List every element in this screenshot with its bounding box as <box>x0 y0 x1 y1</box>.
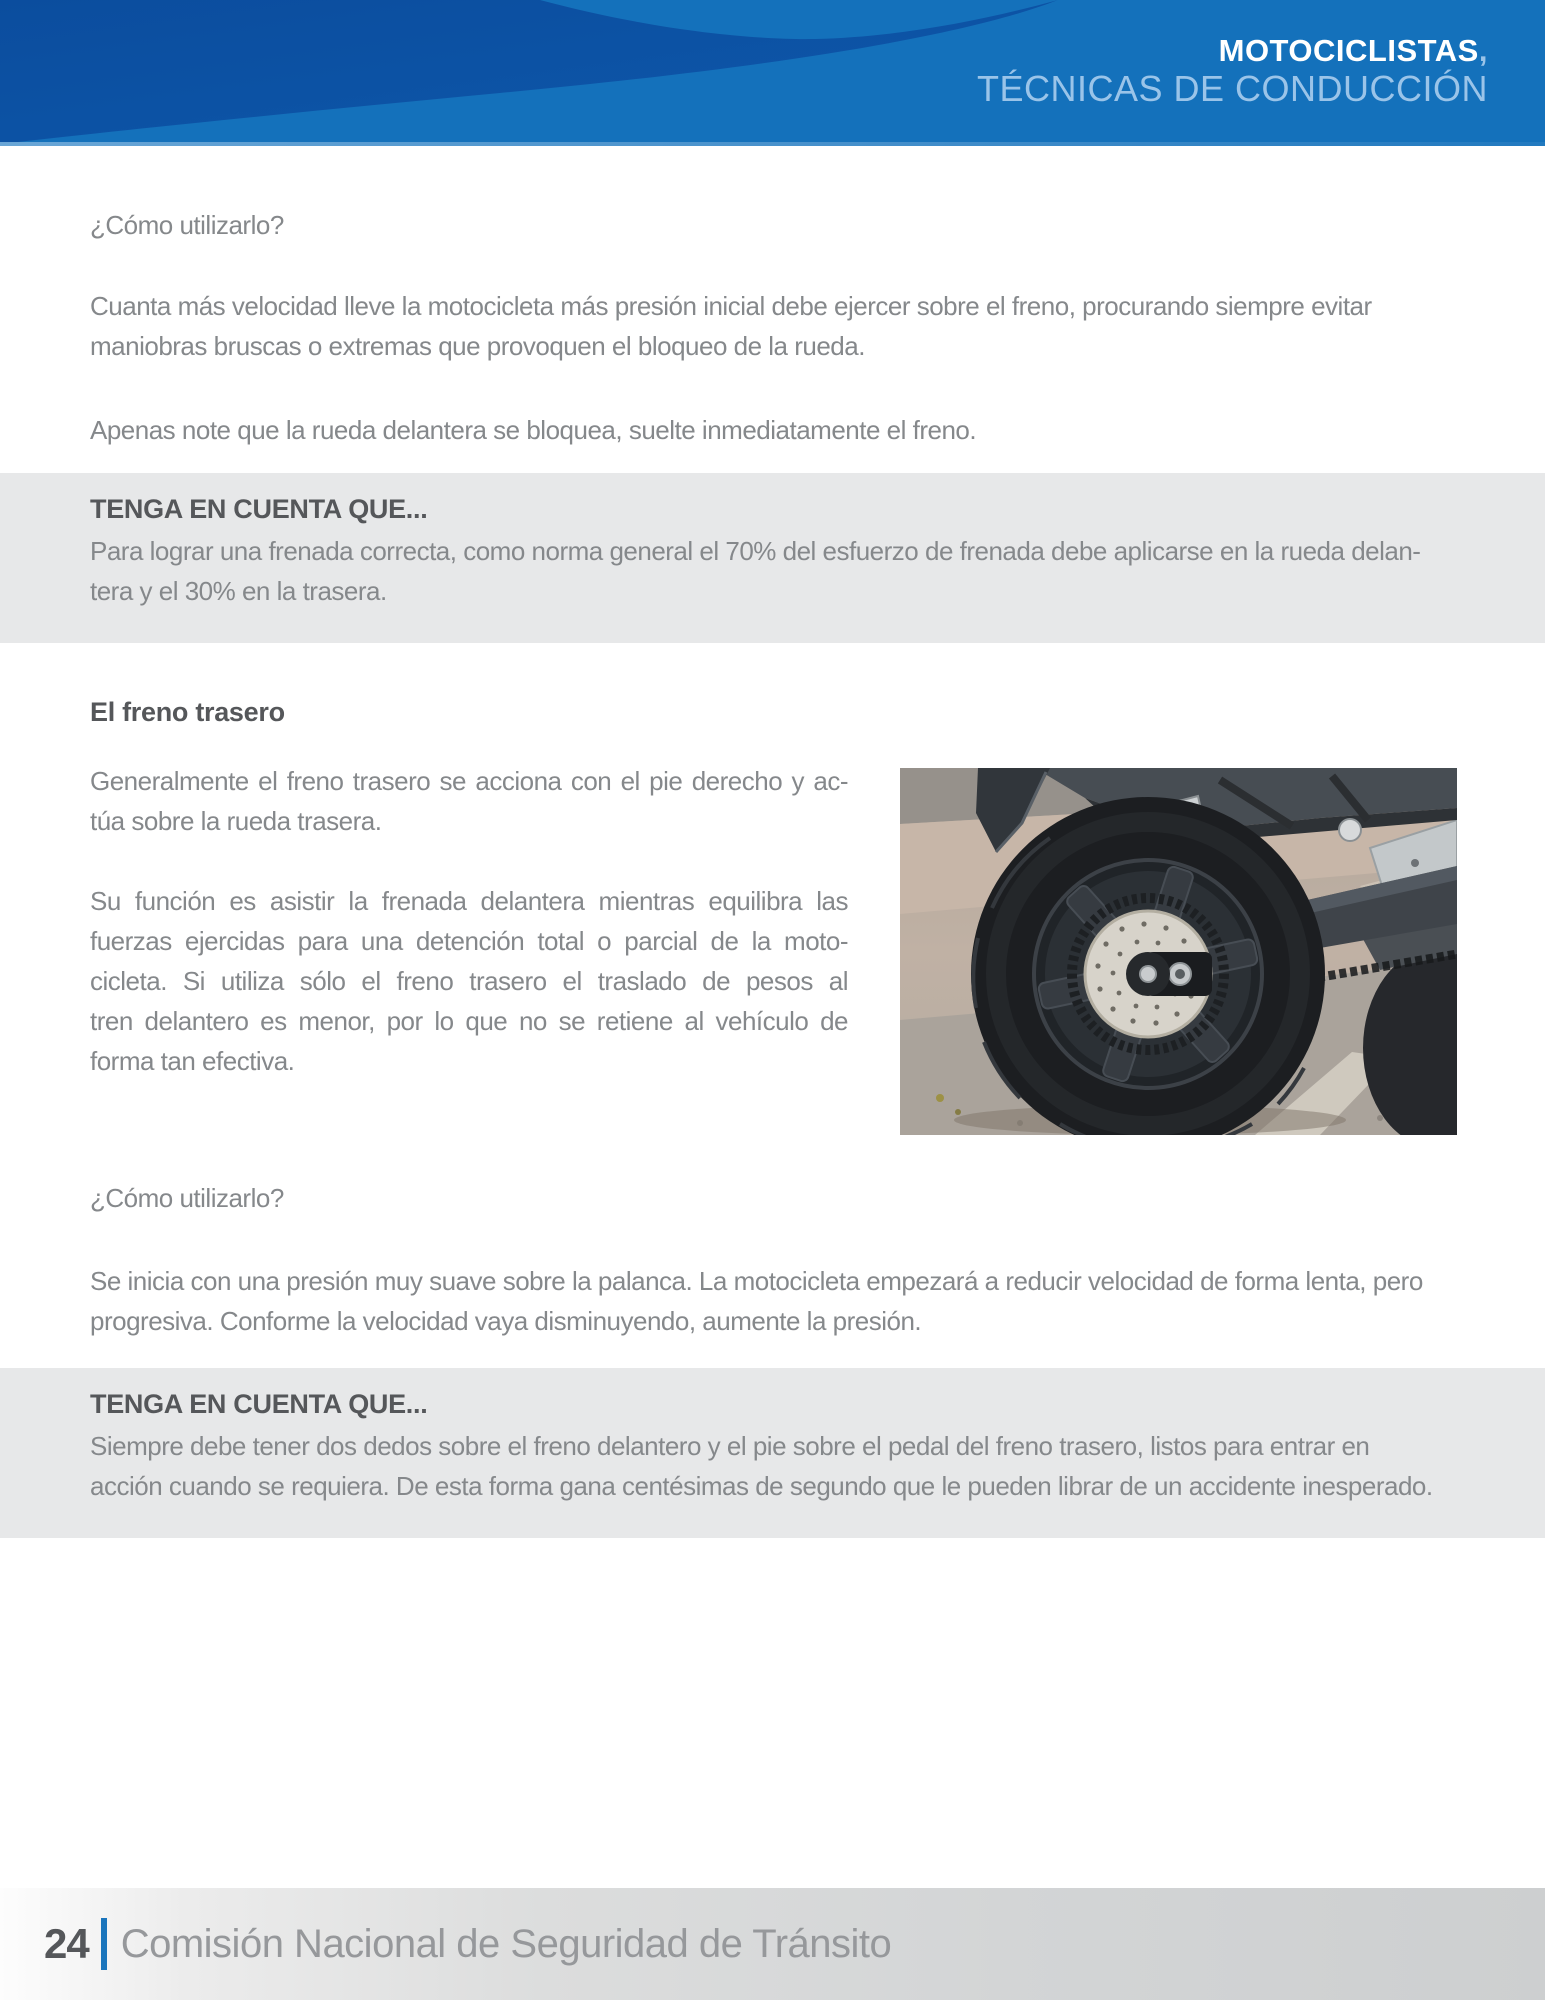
footer-organization-name: Comisión Nacional de Seguridad de Tránsito <box>120 1921 892 1966</box>
note-title: TENGA EN CUENTA QUE... <box>90 494 428 524</box>
paragraph-line: tren delantero es menor, por lo que no se retiene al vehículo de <box>90 1006 848 1036</box>
rear-brake-text-column <box>90 761 848 1081</box>
intro-paragraph-2: Apenas note que la rueda delantera se bloquea, suelte inmediatamente el freno. <box>90 415 977 445</box>
rear-wheel-photo <box>900 768 1457 1135</box>
header-titles <box>977 34 1488 109</box>
note-box-tenga-en-cuenta-1 <box>0 473 1545 643</box>
page-footer <box>0 1888 1545 2000</box>
note-body <box>90 531 1455 611</box>
paragraph-line: Cuanta más velocidad lleve la motocicleta más presión inicial debe ejercer sobre el freno, procurando siempre evitar <box>90 291 1372 321</box>
page-subtitle: TÉCNICAS DE CONDUCCIÓN <box>976 68 1488 110</box>
paragraph-line: forma tan efectiva. <box>90 1046 295 1076</box>
paragraph-line: Siempre debe tener dos dedos sobre el freno delantero y el pie sobre el pedal del freno trasero, listos para entrar en <box>90 1431 1370 1461</box>
section-heading-como-utilizarlo-2: ¿Cómo utilizarlo? <box>90 1183 284 1213</box>
intro-paragraph-1 <box>90 286 1460 366</box>
title-comma: , <box>1478 33 1488 68</box>
page-header-banner <box>0 0 1545 150</box>
paragraph-line: Generalmente el freno trasero se acciona con el pie derecho y ac- <box>90 766 848 796</box>
section-heading-el-freno-trasero: El freno trasero <box>90 697 285 727</box>
page-number: 24 <box>44 1920 89 1967</box>
paragraph-line: progresiva. Conforme la velocidad vaya disminuyendo, aumente la presión. <box>90 1306 922 1336</box>
paragraph-line: maniobras bruscas o extremas que provoquen el bloqueo de la rueda. <box>90 331 865 361</box>
paragraph-line: Su función es asistir la frenada delantera mientras equilibra las <box>90 886 848 916</box>
rear-wheel-illustration <box>900 768 1457 1135</box>
note-box-tenga-en-cuenta-2 <box>0 1368 1545 1538</box>
paragraph-line: Para lograr una frenada correcta, como norma general el 70% del esfuerzo de frenada debe aplicarse en la rueda delan- <box>90 536 1421 566</box>
paragraph-line: fuerzas ejercidas para una detención total o parcial de la moto- <box>90 926 848 956</box>
paragraph-line: túa sobre la rueda trasera. <box>90 806 382 836</box>
rear-brake-paragraph-1 <box>90 761 848 841</box>
note-body <box>90 1426 1455 1506</box>
section-heading-como-utilizarlo-1: ¿Cómo utilizarlo? <box>90 210 284 240</box>
note-title: TENGA EN CUENTA QUE... <box>90 1389 428 1419</box>
paragraph-line: tera y el 30% en la trasera. <box>90 576 387 606</box>
paragraph-line: acción cuando se requiera. De esta forma gana centésimas de segundo que le pueden librar de un accidente inesperado. <box>90 1471 1433 1501</box>
paragraph-line: cicleta. Si utiliza sólo el freno trasero el traslado de pesos al <box>90 966 848 996</box>
footer-divider-bar <box>101 1918 107 1970</box>
rear-brake-paragraph-2 <box>90 881 848 1081</box>
paragraph-line: Se inicia con una presión muy suave sobre la palanca. La motocicleta empezará a reducir velocidad de forma lenta, pero <box>90 1266 1423 1296</box>
page-title: MOTOCICLISTAS, <box>1218 33 1488 68</box>
usage2-paragraph <box>90 1261 1460 1341</box>
